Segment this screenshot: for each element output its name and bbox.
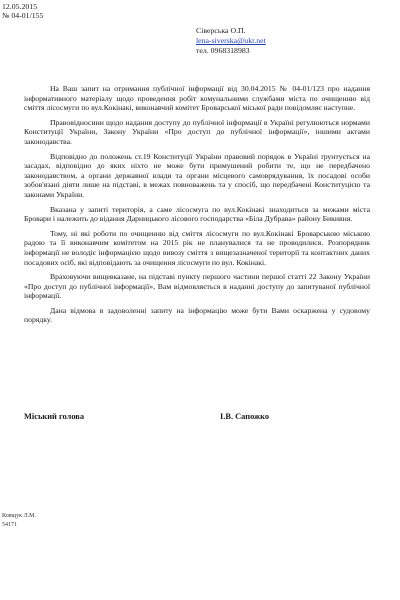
executor-phone: 54171 [2,522,17,528]
paragraph: На Ваш запит на отримання публічної інформації від 30.04.2015 № 04-01/123 про надання інформативного матеріалу щодо проведення робіт комунальними службами міста по очищенню від сміття лісосмуги по вул.Кокінакі, виконавчий комітет Броварської міської ради повідомляє наступне. [24,84,370,113]
executor-footer [2,512,36,530]
document-number: № 04-01/155 [2,11,44,20]
paragraph: Дана відмова в задоволенні запиту на інформацію може бути Вами оскаржена у судовому порядку. [24,305,370,325]
paragraph: Враховуючи вищевказане, на підставі пункту першого частини першої статті 22 Закону України «Про доступ до публічної інформації», Вам відмовляється в наданні доступу до запитуваної публічної інформації. [24,272,370,301]
document-date: 12.05.2015 [2,2,38,11]
signatory-name: І.В. Сапожко [220,412,270,421]
paragraph: Вказана у запиті територія, а саме лісосмуга по вул.Кокінакі знаходиться за межами міста Бровари і належить до відання Дарницького лісового господарства «Біла Дубрава» району Бикивня. [24,204,370,224]
document-header [2,2,43,20]
paragraph: Відповідно до положень ст.19 Конституції України правовий порядок в Україні ґрунтується на засадах, відповідно до яких ніхто не може бути примушений робити те, що не передбачено законодавством, а органи державної влади та органи місцевого самоврядування, їх посадові особи зобов'язані діяти лише на підставі, в межах повноважень та у спосіб, що передбачені Конституцією та законами України. [24,151,370,199]
signatory-position: Міський голова [24,412,85,421]
executor-name: Ковщук Л.М. [2,513,36,519]
addressee-phone: тел. 0968318983 [196,46,250,55]
paragraph: Правовідносини щодо надання доступу до публічної інформації в Україні регулюються нормами Конституції України, Закону України «Про доступ до публічної інформації», іншими актами законодавства. [24,117,370,146]
paragraph: Тому, ні які роботи по очищенню від сміття лісосмуги по вул.Кокінакі Броварською міською радою та її виконавчим комітетом на 2015 рік не планувалися та не проводилися. Розпорядник інформації не володіє інформацією щодо вивозу сміття з вищезазначеної території та контактних даних посадових осіб, які відповідають за очищення лісосмуги по вул. Кокінакі. [24,228,370,267]
addressee-name: Сіверська О.П. [196,26,246,35]
addressee-email-link[interactable]: lena-siverska@ukr.net [196,36,266,45]
letter-body [24,84,370,330]
addressee-block [196,26,266,56]
